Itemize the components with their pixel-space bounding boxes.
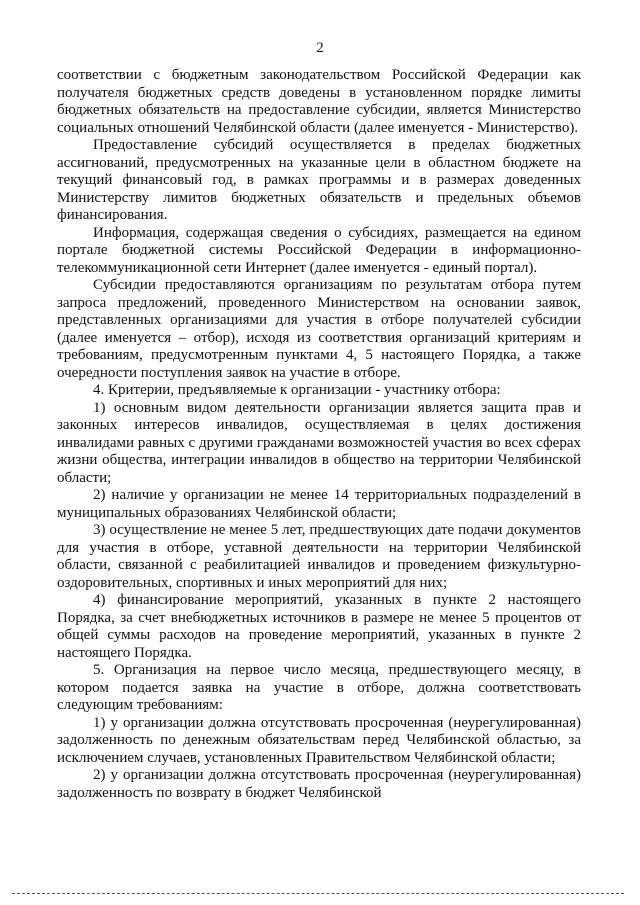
criterion-1: 1) основным видом деятельности организации является защита прав и законных интересов инвалидов, осуществляемая в целях достижения инвалидами равных с другими гражданами возможностей участия во всех сферах жизни общества, интеграции инвалидов в общество на территории Челябинской области; — [57, 399, 581, 486]
criterion-4: 4) финансирование мероприятий, указанных в пункте 2 настоящего Порядка, за счет внебюджетных источников в размере не менее 5 процентов от общей суммы расходов на проведение мероприятий, указанных в пункте 2 настоящего Порядка. — [57, 592, 581, 661]
criterion-3: 3) осуществление не менее 5 лет, предшествующих дате подачи документов для участия в отборе, уставной деятельности на территории Челябинской области, связанной с реабилитацией инвалидов и проведением физкультурно-оздоровительных, спортивных и иных мероприятий для них; — [57, 522, 581, 591]
section-5-heading: 5. Организация на первое число месяца, предшествующего месяцу, в котором подается заявка на участие в отборе, должна соответствовать следующим требованиям: — [57, 662, 581, 713]
section-4-heading: 4. Критерии, предъявляемые к организации - участнику отбора: — [93, 382, 501, 398]
paragraph-continuation: соответствии с бюджетным законодательством Российской Федерации как получателя бюджетных средств доведены в установленном порядке лимиты бюджетных обязательств на предоставление субсидии, является Министерство социальных отношений Челябинской области (далее именуется - Министерство). — [57, 67, 581, 136]
paragraph-selection: Субсидии предоставляются организациям по результатам отбора путем запроса предложений, проведенного Министерством на основании заявок, представленных организациями для участия в отборе получателей субсидии (далее именуется – отбор), исходя из соответствия организаций критериям и требованиям, предусмотренным пунктами 4, 5 настоящего Порядка, а также очередности поступления заявок на участие в отборе. — [57, 277, 581, 381]
paragraph-unified-portal: Информация, содержащая сведения о субсидиях, размещается на едином портале бюджетной системы Российской Федерации в информационно-телекоммуникационной сети Интернет (далее именуется - единый портал). — [57, 224, 581, 276]
paragraph-budget-allocations: Предоставление субсидий осуществляется в пределах бюджетных ассигнований, предусмотренных на указанные цели в областном бюджете на текущий финансовый год, в рамках программы и в размерах доведенных Министерству лимитов бюджетных обязательств и предельных объемов финансирования. — [57, 137, 581, 223]
requirement-2: 2) у организации должна отсутствовать просроченная (неурегулированная) задолженность по возврату в бюджет Челябинской — [57, 767, 581, 801]
page-number: 2 — [316, 40, 324, 56]
document-body — [57, 67, 581, 802]
criterion-2: 2) наличие у организации не менее 14 территориальных подразделений в муниципальных образованиях Челябинской области; — [57, 487, 581, 521]
scan-edge-divider — [12, 893, 624, 894]
requirement-1: 1) у организации должна отсутствовать просроченная (неурегулированная) задолженность по денежным обязательствам перед Челябинской областью, за исключением случаев, установленных Правительством Челябинской области; — [57, 714, 581, 766]
